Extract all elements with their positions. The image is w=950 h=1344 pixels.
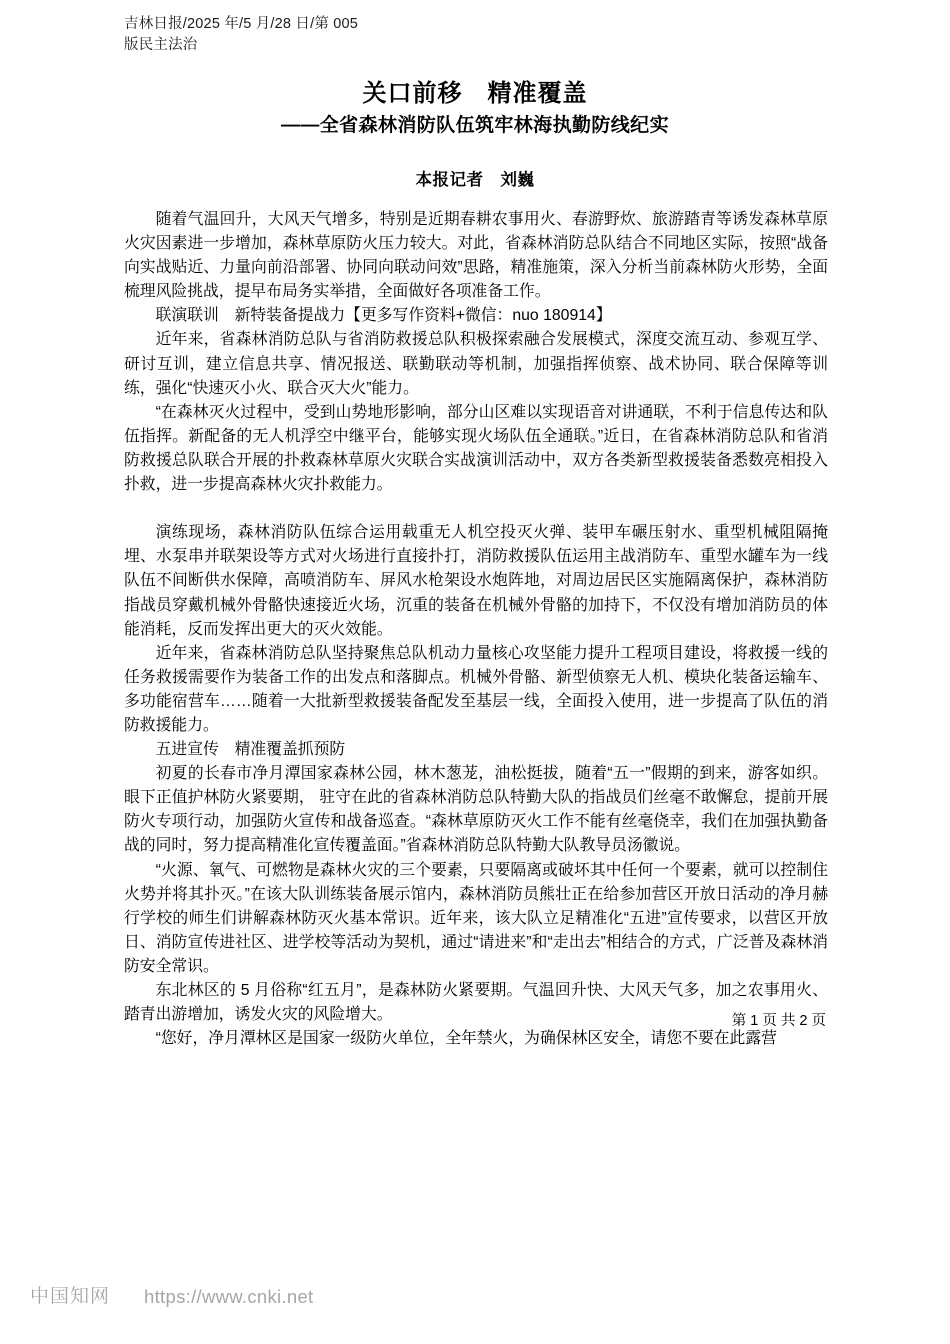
cnki-watermark: [30, 1284, 314, 1310]
paragraph: 随着气温回升，大风天气增多，特别是近期春耕农事用火、春游野炊、旅游踏青等诱发森林草原火灾因素进一步增加，森林草原防火压力较大。对此，省森林消防总队结合不同地区实际，按照“战备向实战贴近、力量向前沿部署、协同向联动问效”思路，精准施策，深入分析当前森林防火形势，全面梳理风险挑战，提早布局务实举措，全面做好各项准备工作。: [124, 211, 828, 301]
source-line-secondary: 版民主法治: [124, 37, 198, 53]
section-heading-wujin: 五进宣传 精准覆盖抓预防: [155, 741, 346, 759]
source-line-primary: 吉林日报/2025 年/5 月/28 日/第 005: [124, 16, 359, 32]
article-body: [124, 208, 828, 1051]
byline: 本报记者 刘巍: [415, 171, 535, 189]
newspaper-source-info: [124, 14, 544, 56]
page-number-indicator: 第 1 页 共 2 页: [731, 1013, 826, 1029]
paragraph: 初夏的长春市净月潭国家森林公园，林木葱茏，油松挺拔，随着“五一”假期的到来，游客如织。 眼下正值护林防火紧要期， 驻守在此的省森林消防总队特勤大队的指战员们丝毫不敢懈怠，提前开展防火专项行动，加强防火宣传和战备巡查。“森林草原防灭火工作不能有丝毫侥幸，我们在加强执勤备战的同时，努力提高精准化宣传覆盖面。”省森林消防总队特勤大队教导员汤徽说。: [124, 765, 828, 855]
paragraph: 近年来，省森林消防总队与省消防救援总队积极探索融合发展模式，深度交流互动、参观互学、研讨互训，建立信息共享、情况报送、联勤联动等机制，加强指挥侦察、战术协同、联合保障等训练，强化“快速灭小火、联合灭大火”能力。: [124, 331, 828, 397]
paragraph: “您好，净月潭林区是国家一级防火单位，全年禁火，为确保林区安全，请您不要在此露营: [155, 1030, 777, 1048]
paragraph: “火源、氧气、可燃物是森林火灾的三个要素，只要隔离或破坏其中任何一个要素，就可以控制住火势并将其扑灭。”在该大队训练装备展示馆内，森林消防员熊壮正在给参加营区开放日活动的净月赫行学校的师生们讲解森林防灭火基本常识。近年来，该大队立足精准化“五进”宣传要求，以营区开放日、消防宣传进社区、进学校等活动为契机，通过“请进来”和“走出去”相结合的方式，广泛普及森林消防安全常识。: [124, 861, 828, 975]
cnki-url-label: https://www.cnki.net: [144, 1286, 314, 1307]
paragraph: 近年来，省森林消防总队坚持聚焦总队机动力量核心攻坚能力提升工程项目建设，将救援一线的任务救援需要作为装备工作的出发点和落脚点。机械外骨骼、新型侦察无人机、模块化装备运输车、多功能宿营车……随着一大批新型救援装备配发至基层一线，全面投入使用，进一步提高了队伍的消防救援能力。: [124, 644, 828, 734]
page-title: 关口前移 精准覆盖: [362, 80, 588, 107]
paragraph: 东北林区的 5 月俗称“红五月”，是森林防火紧要期。气温回升快、大风天气多，加之农事用火、踏青出游增加，诱发火灾的风险增大。: [124, 982, 828, 1024]
paragraph: “在森林灭火过程中，受到山势地形影响，部分山区难以实现语音对讲通联，不利于信息传达和队伍指挥。新配备的无人机浮空中继平台，能够实现火场队伍全通联。”近日，在省森林消防总队和省消防救援总队联合开展的扑救森林草原火灾联合实战演训活动中，双方各类新型救援装备悉数亮相投入扑救，进一步提高森林火灾扑救能力。: [124, 403, 828, 494]
paragraph: 演练现场，森林消防队伍综合运用载重无人机空投灭火弹、装甲车碾压射水、重型机械阻隔掩埋、水泵串并联架设等方式对火场进行直接扑打，消防救援队伍运用主战消防车、重型水罐车为一线队伍不间断供水保障，高喷消防车、屏风水枪架设水炮阵地，对周边居民区实施隔离保护，森林消防指战员穿戴机械外骨骼快速接近火场，沉重的装备在机械外骨骼的加持下，不仅没有增加消防员的体能消耗，反而发挥出更大的灭火效能。: [124, 524, 828, 638]
title-block: [124, 78, 826, 140]
section-heading-lianyan: 联演联训 新特装备提战力【更多写作资料+微信：nuo 180914】: [155, 307, 612, 325]
cnki-name-label: 中国知网: [30, 1286, 111, 1307]
article-subtitle: ——全省森林消防队伍筑牢林海执勤防线纪实: [280, 115, 669, 136]
